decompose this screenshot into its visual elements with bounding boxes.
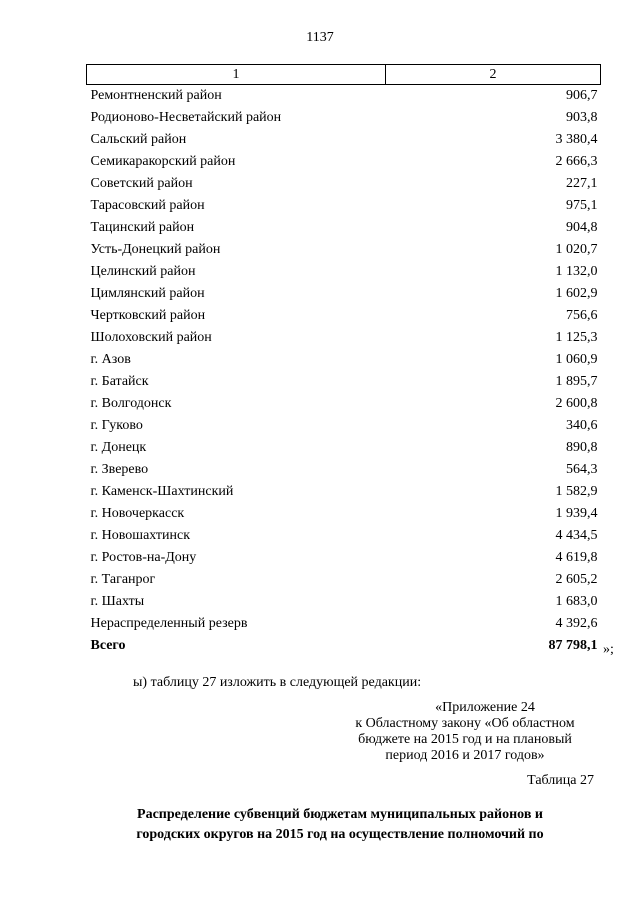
subvention-amount: 1 895,7 — [555, 374, 598, 389]
subvention-amount: 906,7 — [566, 88, 598, 103]
district-name: Усть-Донецкий район — [90, 242, 221, 257]
table-row — [87, 415, 601, 437]
district-name: г. Азов — [90, 352, 131, 367]
subvention-amount: 1 582,9 — [555, 484, 598, 499]
table-row — [87, 569, 601, 591]
table-row — [87, 481, 601, 503]
table-row — [87, 393, 601, 415]
subvention-amount: 1 125,3 — [555, 330, 598, 345]
subvention-amount: 975,1 — [566, 198, 598, 213]
subvention-amount: 1 939,4 — [555, 506, 598, 521]
subvention-amount: 4 434,5 — [555, 528, 598, 543]
appendix-block — [330, 700, 600, 764]
district-name: Сальский район — [90, 132, 187, 147]
subvention-amount: 1 060,9 — [555, 352, 598, 367]
table-row — [87, 151, 601, 173]
appendix-line: к Областному закону «Об областном — [355, 716, 575, 731]
district-name: г. Зверево — [90, 462, 149, 477]
subvention-amount: 4 392,6 — [555, 616, 598, 631]
table-row — [87, 283, 601, 305]
table-body — [87, 85, 601, 658]
table-row — [87, 261, 601, 283]
appendix-title: «Приложение 24 — [435, 700, 535, 715]
district-name: Семикаракорский район — [90, 154, 236, 169]
subvention-amount: 1 602,9 — [555, 286, 598, 301]
amendment-instruction: ы) таблицу 27 изложить в следующей редакции: — [133, 675, 422, 690]
table-row — [87, 613, 601, 635]
district-name: г. Гуково — [90, 418, 143, 433]
table-row — [87, 437, 601, 459]
subvention-amount: 564,3 — [566, 462, 598, 477]
table-row — [87, 591, 601, 613]
district-name: Нераспределенный резерв — [90, 616, 248, 631]
closing-quote: »; — [603, 642, 614, 657]
district-name: г. Батайск — [90, 374, 149, 389]
column-header-2: 2 — [386, 65, 601, 85]
heading-line: Распределение субвенций бюджетам муниципальных районов и — [137, 807, 543, 822]
table-row — [87, 525, 601, 547]
subvention-amount: 903,8 — [566, 110, 598, 125]
subvention-amount: 227,1 — [566, 176, 598, 191]
appendix-line: период 2016 и 2017 годов» — [385, 748, 545, 763]
district-name: г. Новочеркасск — [90, 506, 185, 521]
district-name: г. Каменск-Шахтинский — [90, 484, 234, 499]
table-row — [87, 459, 601, 481]
page-number: 1137 — [306, 30, 334, 45]
table-row — [87, 371, 601, 393]
subvention-amount: 1 683,0 — [555, 594, 598, 609]
district-name: г. Шахты — [90, 594, 145, 609]
subvention-amount: 890,8 — [566, 440, 598, 455]
subvention-amount: 4 619,8 — [555, 550, 598, 565]
table-row — [87, 129, 601, 151]
district-name: г. Новошахтинск — [90, 528, 191, 543]
subvention-amount: 3 380,4 — [555, 132, 598, 147]
section-heading — [60, 805, 620, 845]
table-row — [87, 173, 601, 195]
table-row — [87, 195, 601, 217]
district-name: Целинский район — [90, 264, 196, 279]
district-name: Шолоховский район — [90, 330, 212, 345]
table-row — [87, 349, 601, 371]
district-name: Ремонтненский район — [90, 88, 222, 103]
table-row — [87, 107, 601, 129]
subvention-amount: 2 605,2 — [555, 572, 598, 587]
total-value: 87 798,1 — [548, 638, 598, 653]
table-header-row — [87, 65, 601, 85]
table-row — [87, 239, 601, 261]
district-name: Тарасовский район — [90, 198, 205, 213]
subvention-amount: 2 600,8 — [555, 396, 598, 411]
district-name: Чертковский район — [90, 308, 206, 323]
subvention-amount: 340,6 — [566, 418, 598, 433]
appendix-line: бюджете на 2015 год и на плановый — [358, 732, 572, 747]
table-label: Таблица 27 — [527, 773, 594, 788]
column-header-1: 1 — [87, 65, 386, 85]
table-row — [87, 327, 601, 349]
table-row — [87, 305, 601, 327]
district-name: Советский район — [90, 176, 193, 191]
subvention-amount: 2 666,3 — [555, 154, 598, 169]
table-row — [87, 503, 601, 525]
table-row — [87, 85, 601, 108]
table-row — [87, 217, 601, 239]
subvention-amount: 904,8 — [566, 220, 598, 235]
district-name: Родионово-Несветайский район — [90, 110, 282, 125]
total-row — [87, 635, 601, 657]
subvention-amount: 1 020,7 — [555, 242, 598, 257]
district-name: г. Донецк — [90, 440, 147, 455]
total-label: Всего — [90, 638, 126, 653]
district-name: г. Таганрог — [90, 572, 156, 587]
table-row — [87, 547, 601, 569]
subvention-amount: 1 132,0 — [555, 264, 598, 279]
district-name: Цимлянский район — [90, 286, 205, 301]
district-name: Тацинский район — [90, 220, 195, 235]
subvention-table — [86, 64, 601, 657]
heading-line: городских округов на 2015 год на осуществление полномочий по — [136, 827, 544, 842]
subvention-amount: 756,6 — [566, 308, 598, 323]
district-name: г. Волгодонск — [90, 396, 172, 411]
district-name: г. Ростов-на-Дону — [90, 550, 197, 565]
